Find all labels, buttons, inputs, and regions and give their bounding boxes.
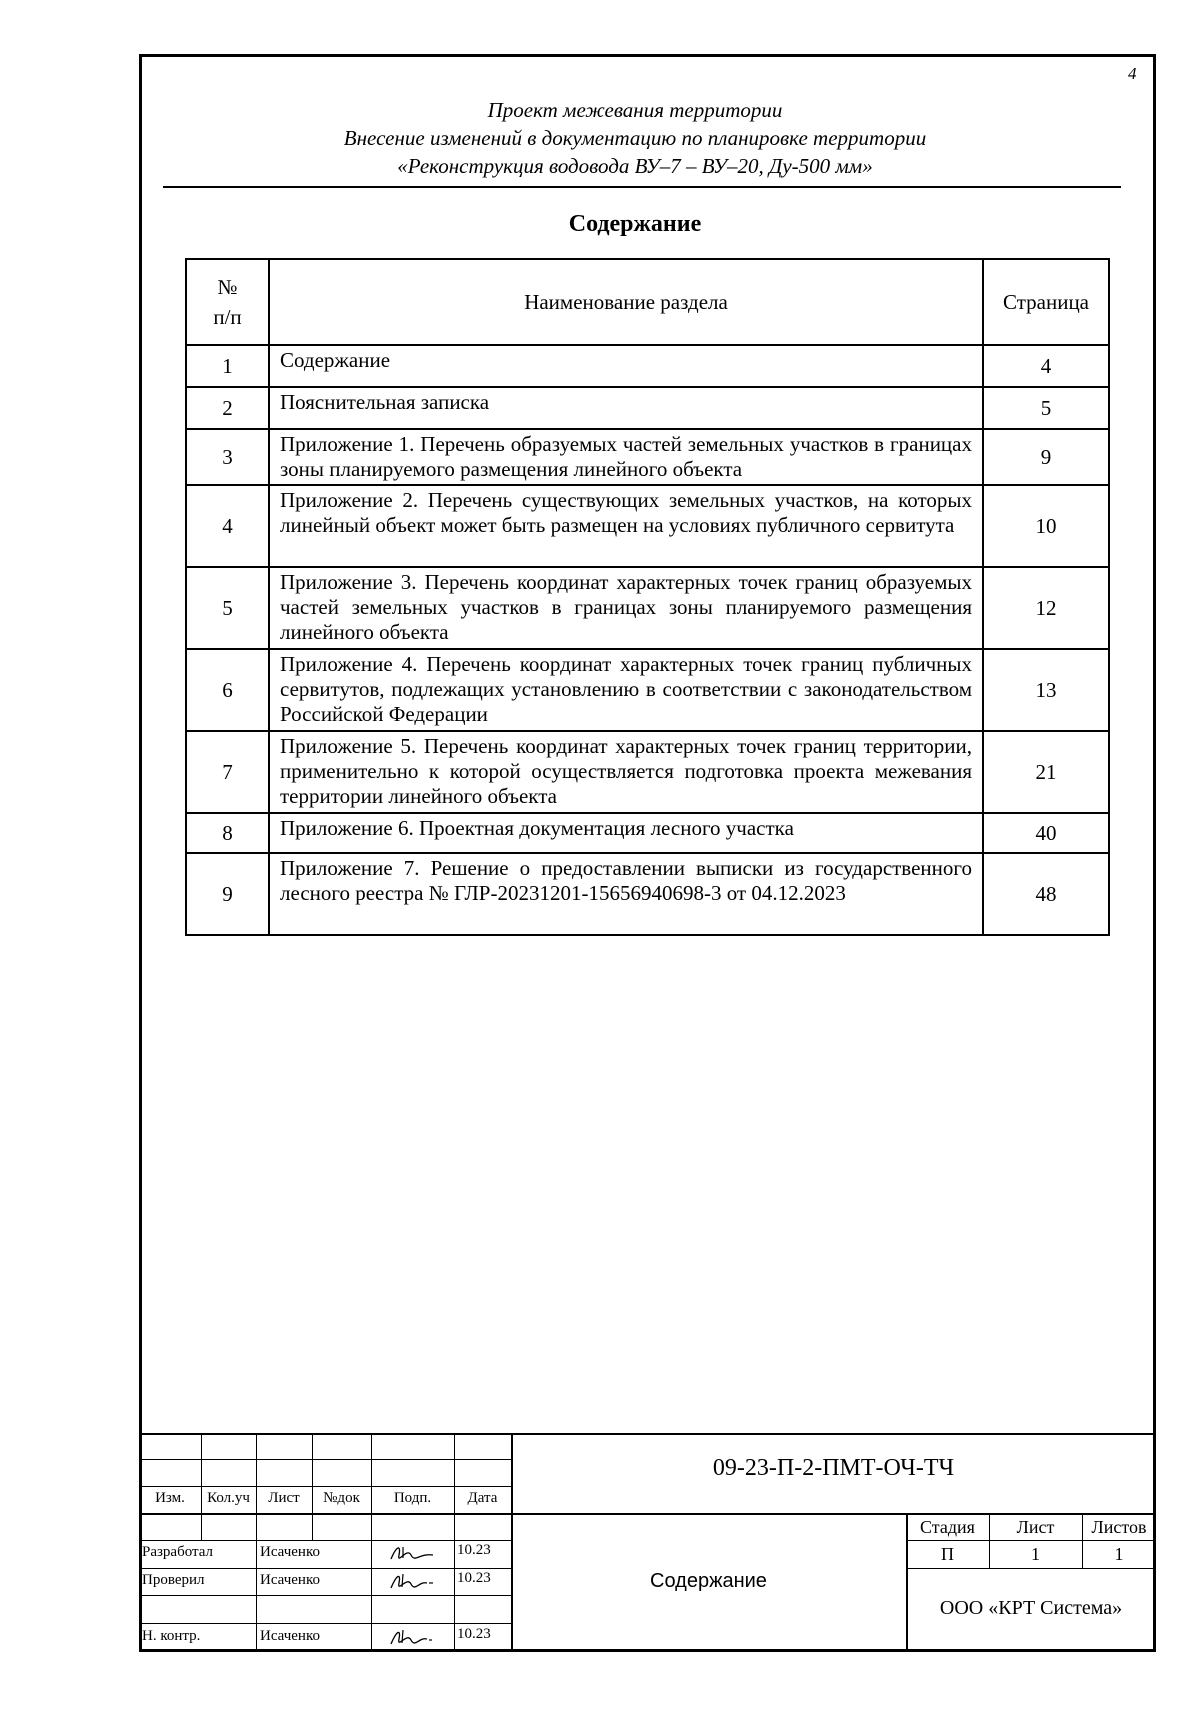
row-num: 7 — [186, 731, 269, 813]
signature-icon — [389, 1543, 435, 1563]
row-name: Приложение 2. Перечень существующих земельных участков, на которых линейный объект может быть размещен на условиях публичного сервитута — [269, 485, 983, 567]
date-razrabotal: 10.23 — [457, 1542, 491, 1558]
row-page: 13 — [983, 649, 1109, 731]
row-page: 10 — [983, 485, 1109, 567]
label-stadiya: Стадия — [920, 1517, 975, 1537]
document-title: Содержание — [568, 211, 702, 237]
table-row — [186, 649, 1109, 731]
title-block — [139, 1433, 1156, 1652]
header-line-3: «Реконструкция водовода ВУ–7 – ВУ–20, Ду-500 мм» — [397, 154, 873, 178]
role-proveril: Проверил — [142, 1572, 205, 1588]
name-razrabotal: Исаченко — [260, 1544, 320, 1560]
table-row — [186, 853, 1109, 935]
page-number: 4 — [1128, 64, 1137, 83]
col-kol: Кол.уч — [207, 1490, 250, 1506]
row-num: 2 — [186, 387, 269, 429]
header-page: Страница — [983, 259, 1109, 345]
stamp-line — [454, 1433, 455, 1652]
table-header-row — [186, 259, 1109, 345]
contents-table — [185, 258, 1110, 936]
row-num: 8 — [186, 813, 269, 853]
row-num: 6 — [186, 649, 269, 731]
table-row — [186, 485, 1109, 567]
table-row — [186, 567, 1109, 649]
row-num: 9 — [186, 853, 269, 935]
stamp-line — [256, 1433, 257, 1652]
value-listov: 1 — [1114, 1544, 1124, 1564]
name-nkontr: Исаченко — [260, 1628, 320, 1644]
value-list: 1 — [1031, 1544, 1040, 1564]
section-name: Содержание — [650, 1570, 767, 1592]
label-list: Лист — [1016, 1517, 1055, 1537]
row-num: 4 — [186, 485, 269, 567]
stamp-line — [139, 1486, 511, 1487]
row-page: 5 — [983, 387, 1109, 429]
document-code: 09-23-П-2-ПМТ-ОЧ-ТЧ — [712, 1455, 955, 1481]
stamp-line — [371, 1433, 372, 1652]
stamp-line — [906, 1540, 1156, 1541]
row-name: Приложение 6. Проектная документация лесного участка — [269, 813, 983, 853]
role-nkontr: Н. контр. — [142, 1628, 201, 1644]
header-divider — [163, 186, 1121, 188]
row-num: 1 — [186, 345, 269, 387]
row-name: Приложение 7. Решение о предоставлении выписки из государственного лесного реестра № ГЛР-20231201-15656940698-3 от 04.12.2023 — [269, 853, 983, 935]
table-row — [186, 429, 1109, 485]
date-nkontr: 10.23 — [457, 1626, 491, 1642]
header-name: Наименование раздела — [269, 259, 983, 345]
stamp-line — [139, 1623, 511, 1624]
stamp-line — [139, 1568, 511, 1569]
row-page: 12 — [983, 567, 1109, 649]
row-page: 9 — [983, 429, 1109, 485]
row-name: Содержание — [269, 345, 983, 387]
row-page: 40 — [983, 813, 1109, 853]
stamp-line — [906, 1568, 1156, 1569]
header-line-1: Проект межевания территории — [487, 98, 783, 122]
stamp-line — [201, 1433, 202, 1540]
header-num: № п/п — [186, 259, 269, 345]
col-data: Дата — [467, 1490, 498, 1506]
row-page: 4 — [983, 345, 1109, 387]
row-page: 48 — [983, 853, 1109, 935]
signature-icon — [389, 1627, 435, 1647]
stamp-line — [312, 1433, 313, 1540]
col-podp: Подп. — [393, 1490, 432, 1506]
col-list: Лист — [268, 1490, 300, 1506]
stamp-line — [139, 1513, 1156, 1515]
header-line-2: Внесение изменений в документацию по планировке территории — [343, 126, 927, 150]
row-num: 5 — [186, 567, 269, 649]
stamp-line — [139, 1595, 511, 1596]
table-row — [186, 387, 1109, 429]
row-name: Приложение 3. Перечень координат характерных точек границ образуемых частей земельных участков в границах зоны планируемого размещения линейного объекта — [269, 567, 983, 649]
col-ndok: №док — [323, 1490, 360, 1506]
row-page: 21 — [983, 731, 1109, 813]
table-row — [186, 731, 1109, 813]
table-row — [186, 813, 1109, 853]
company-name: ООО «КРТ Система» — [939, 1597, 1123, 1619]
row-name: Пояснительная записка — [269, 387, 983, 429]
row-name: Приложение 4. Перечень координат характерных точек границ публичных сервитутов, подлежащих установлению в соответствии с законодательством Российской Федерации — [269, 649, 983, 731]
date-proveril: 10.23 — [457, 1570, 491, 1586]
signature-icon — [389, 1571, 435, 1591]
col-izm: Изм. — [155, 1490, 185, 1506]
row-name: Приложение 5. Перечень координат характерных точек границ территории, применительно к которой осуществляется подготовка проекта межевания территории линейного объекта — [269, 731, 983, 813]
role-razrabotal: Разработал — [142, 1544, 214, 1560]
label-listov: Листов — [1091, 1517, 1147, 1537]
table-row — [186, 345, 1109, 387]
stamp-line — [139, 1540, 511, 1541]
row-num: 3 — [186, 429, 269, 485]
row-name: Приложение 1. Перечень образуемых частей земельных участков в границах зоны планируемого размещения линейного объекта — [269, 429, 983, 485]
name-proveril: Исаченко — [260, 1572, 320, 1588]
value-stadiya: П — [941, 1544, 954, 1564]
stamp-line — [139, 1433, 1156, 1435]
stamp-line — [139, 1459, 511, 1460]
